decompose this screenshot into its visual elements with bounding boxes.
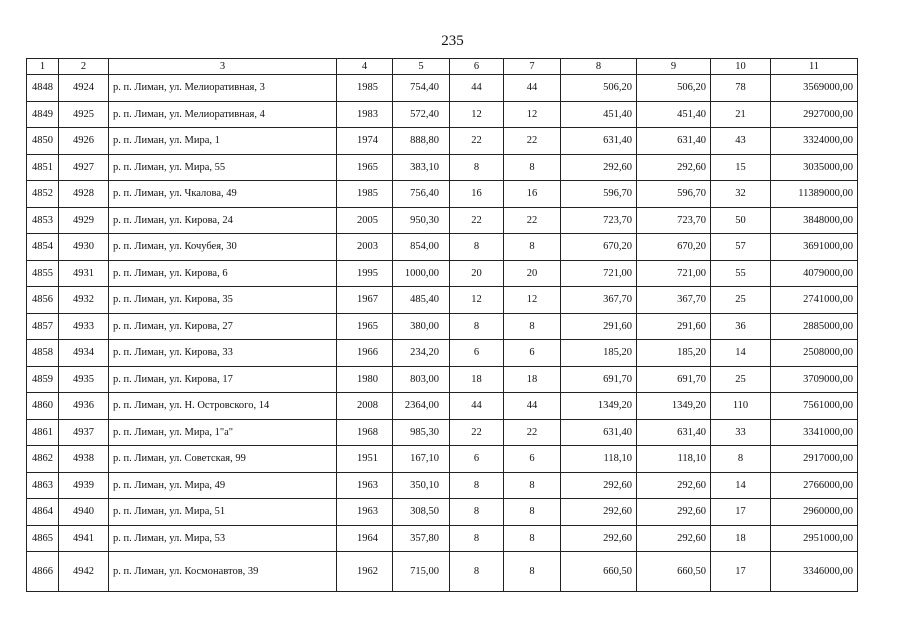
column-header: 1	[27, 59, 59, 75]
cell-address: р. п. Лиман, ул. Мира, 49	[109, 472, 337, 499]
cell-cost: 2766000,00	[771, 472, 858, 499]
cell-total-area: 383,10	[393, 154, 450, 181]
cell-residents: 18	[711, 525, 771, 552]
cell-residents: 78	[711, 75, 771, 102]
cell-record-id: 4929	[59, 207, 109, 234]
cell-cost: 7561000,00	[771, 393, 858, 420]
cell-total-area: 234,20	[393, 340, 450, 367]
cell-address: р. п. Лиман, ул. Мелиоративная, 4	[109, 101, 337, 128]
cell-residents: 57	[711, 234, 771, 261]
cell-living-area-total: 723,70	[561, 207, 637, 234]
cell-record-id: 4932	[59, 287, 109, 314]
cell-living-area-total: 1349,20	[561, 393, 637, 420]
cell-record-id: 4938	[59, 446, 109, 473]
cell-cost: 2960000,00	[771, 499, 858, 526]
cell-row-index: 4851	[27, 154, 59, 181]
cell-apartments-total: 12	[450, 101, 504, 128]
cell-apartments-total: 8	[450, 499, 504, 526]
cell-apartments-total: 22	[450, 128, 504, 155]
cell-cost: 3691000,00	[771, 234, 858, 261]
cell-row-index: 4853	[27, 207, 59, 234]
cell-year-built: 1974	[337, 128, 393, 155]
cell-record-id: 4927	[59, 154, 109, 181]
table-row	[27, 552, 858, 592]
cell-living-area: 292,60	[637, 154, 711, 181]
cell-cost: 2741000,00	[771, 287, 858, 314]
table-row	[27, 525, 858, 552]
cell-living-area-total: 292,60	[561, 525, 637, 552]
cell-total-area: 485,40	[393, 287, 450, 314]
cell-record-id: 4925	[59, 101, 109, 128]
cell-total-area: 350,10	[393, 472, 450, 499]
page-number: 235	[441, 33, 464, 49]
table-body	[27, 75, 858, 592]
table-row	[27, 128, 858, 155]
cell-living-area-total: 451,40	[561, 101, 637, 128]
cell-record-id: 4941	[59, 525, 109, 552]
table-row	[27, 234, 858, 261]
cell-apartments-total: 16	[450, 181, 504, 208]
cell-living-area: 691,70	[637, 366, 711, 393]
cell-apartments-count: 8	[504, 154, 561, 181]
cell-apartments-count: 6	[504, 446, 561, 473]
cell-living-area-total: 631,40	[561, 128, 637, 155]
cell-apartments-count: 8	[504, 552, 561, 592]
column-header: 11	[771, 59, 858, 75]
cell-row-index: 4857	[27, 313, 59, 340]
table-row	[27, 499, 858, 526]
cell-living-area: 292,60	[637, 499, 711, 526]
cell-row-index: 4863	[27, 472, 59, 499]
cell-year-built: 1985	[337, 75, 393, 102]
cell-apartments-total: 8	[450, 154, 504, 181]
cell-address: р. п. Лиман, ул. Космонавтов, 39	[109, 552, 337, 592]
cell-residents: 50	[711, 207, 771, 234]
cell-residents: 21	[711, 101, 771, 128]
table-row	[27, 154, 858, 181]
cell-apartments-total: 8	[450, 472, 504, 499]
column-header: 7	[504, 59, 561, 75]
table-row	[27, 313, 858, 340]
cell-record-id: 4936	[59, 393, 109, 420]
column-header: 9	[637, 59, 711, 75]
cell-residents: 14	[711, 472, 771, 499]
cell-year-built: 1985	[337, 181, 393, 208]
cell-residents: 33	[711, 419, 771, 446]
cell-address: р. п. Лиман, ул. Мира, 55	[109, 154, 337, 181]
cell-total-area: 888,80	[393, 128, 450, 155]
cell-record-id: 4939	[59, 472, 109, 499]
cell-apartments-total: 22	[450, 419, 504, 446]
cell-year-built: 2005	[337, 207, 393, 234]
cell-apartments-count: 8	[504, 525, 561, 552]
cell-year-built: 1967	[337, 287, 393, 314]
column-header: 4	[337, 59, 393, 75]
cell-residents: 17	[711, 499, 771, 526]
cell-apartments-count: 6	[504, 340, 561, 367]
cell-row-index: 4858	[27, 340, 59, 367]
cell-apartments-count: 8	[504, 234, 561, 261]
cell-living-area: 451,40	[637, 101, 711, 128]
cell-year-built: 1966	[337, 340, 393, 367]
cell-apartments-count: 16	[504, 181, 561, 208]
cell-address: р. п. Лиман, ул. Н. Островского, 14	[109, 393, 337, 420]
cell-apartments-count: 12	[504, 101, 561, 128]
cell-apartments-total: 8	[450, 234, 504, 261]
header-row	[27, 59, 858, 75]
cell-cost: 3341000,00	[771, 419, 858, 446]
cell-cost: 2927000,00	[771, 101, 858, 128]
cell-cost: 3035000,00	[771, 154, 858, 181]
table-row	[27, 446, 858, 473]
cell-address: р. п. Лиман, ул. Мира, 53	[109, 525, 337, 552]
cell-apartments-total: 12	[450, 287, 504, 314]
cell-living-area-total: 691,70	[561, 366, 637, 393]
cell-record-id: 4934	[59, 340, 109, 367]
cell-cost: 3709000,00	[771, 366, 858, 393]
cell-residents: 25	[711, 287, 771, 314]
cell-living-area-total: 292,60	[561, 154, 637, 181]
cell-year-built: 1980	[337, 366, 393, 393]
cell-total-area: 380,00	[393, 313, 450, 340]
cell-total-area: 572,40	[393, 101, 450, 128]
cell-year-built: 2003	[337, 234, 393, 261]
cell-living-area-total: 631,40	[561, 419, 637, 446]
cell-row-index: 4848	[27, 75, 59, 102]
table-row	[27, 366, 858, 393]
cell-record-id: 4933	[59, 313, 109, 340]
table-row	[27, 181, 858, 208]
cell-record-id: 4942	[59, 552, 109, 592]
cell-residents: 55	[711, 260, 771, 287]
cell-living-area: 1349,20	[637, 393, 711, 420]
cell-record-id: 4928	[59, 181, 109, 208]
cell-total-area: 2364,00	[393, 393, 450, 420]
table-row	[27, 207, 858, 234]
cell-residents: 32	[711, 181, 771, 208]
cell-apartments-count: 20	[504, 260, 561, 287]
cell-year-built: 1968	[337, 419, 393, 446]
cell-total-area: 715,00	[393, 552, 450, 592]
cell-residents: 17	[711, 552, 771, 592]
cell-total-area: 854,00	[393, 234, 450, 261]
cell-apartments-total: 8	[450, 552, 504, 592]
cell-living-area-total: 118,10	[561, 446, 637, 473]
cell-apartments-total: 44	[450, 393, 504, 420]
cell-year-built: 1962	[337, 552, 393, 592]
cell-living-area: 292,60	[637, 525, 711, 552]
cell-record-id: 4935	[59, 366, 109, 393]
cell-row-index: 4864	[27, 499, 59, 526]
cell-row-index: 4866	[27, 552, 59, 592]
cell-record-id: 4931	[59, 260, 109, 287]
cell-year-built: 1963	[337, 499, 393, 526]
cell-apartments-total: 8	[450, 525, 504, 552]
cell-residents: 8	[711, 446, 771, 473]
cell-address: р. п. Лиман, ул. Мелиоративная, 3	[109, 75, 337, 102]
cell-row-index: 4854	[27, 234, 59, 261]
cell-cost: 4079000,00	[771, 260, 858, 287]
cell-apartments-total: 18	[450, 366, 504, 393]
cell-row-index: 4856	[27, 287, 59, 314]
cell-cost: 3346000,00	[771, 552, 858, 592]
cell-year-built: 2008	[337, 393, 393, 420]
cell-row-index: 4852	[27, 181, 59, 208]
table-row	[27, 260, 858, 287]
cell-cost: 2917000,00	[771, 446, 858, 473]
cell-total-area: 950,30	[393, 207, 450, 234]
cell-total-area: 985,30	[393, 419, 450, 446]
cell-address: р. п. Лиман, ул. Кирова, 24	[109, 207, 337, 234]
cell-apartments-count: 44	[504, 393, 561, 420]
cell-living-area-total: 596,70	[561, 181, 637, 208]
cell-apartments-total: 8	[450, 313, 504, 340]
cell-row-index: 4850	[27, 128, 59, 155]
cell-living-area: 596,70	[637, 181, 711, 208]
table-row	[27, 419, 858, 446]
cell-apartments-count: 22	[504, 128, 561, 155]
cell-total-area: 754,40	[393, 75, 450, 102]
column-header: 3	[109, 59, 337, 75]
cell-cost: 2951000,00	[771, 525, 858, 552]
cell-living-area: 631,40	[637, 128, 711, 155]
cell-residents: 14	[711, 340, 771, 367]
column-header: 10	[711, 59, 771, 75]
cell-address: р. п. Лиман, ул. Мира, 1	[109, 128, 337, 155]
cell-total-area: 167,10	[393, 446, 450, 473]
cell-year-built: 1965	[337, 313, 393, 340]
cell-living-area-total: 292,60	[561, 499, 637, 526]
cell-living-area: 292,60	[637, 472, 711, 499]
cell-year-built: 1963	[337, 472, 393, 499]
cell-apartments-count: 44	[504, 75, 561, 102]
cell-total-area: 756,40	[393, 181, 450, 208]
cell-cost: 11389000,00	[771, 181, 858, 208]
cell-living-area: 721,00	[637, 260, 711, 287]
table-row	[27, 472, 858, 499]
cell-year-built: 1951	[337, 446, 393, 473]
cell-address: р. п. Лиман, ул. Кирова, 35	[109, 287, 337, 314]
cell-record-id: 4940	[59, 499, 109, 526]
cell-record-id: 4937	[59, 419, 109, 446]
cell-living-area: 723,70	[637, 207, 711, 234]
cell-living-area: 670,20	[637, 234, 711, 261]
cell-apartments-total: 44	[450, 75, 504, 102]
housing-registry-table	[26, 58, 858, 592]
table-row	[27, 393, 858, 420]
cell-address: р. п. Лиман, ул. Чкалова, 49	[109, 181, 337, 208]
cell-row-index: 4865	[27, 525, 59, 552]
cell-living-area: 631,40	[637, 419, 711, 446]
cell-record-id: 4930	[59, 234, 109, 261]
cell-living-area: 185,20	[637, 340, 711, 367]
column-header: 5	[393, 59, 450, 75]
cell-row-index: 4861	[27, 419, 59, 446]
cell-living-area-total: 506,20	[561, 75, 637, 102]
cell-living-area-total: 721,00	[561, 260, 637, 287]
cell-living-area-total: 670,20	[561, 234, 637, 261]
cell-residents: 15	[711, 154, 771, 181]
cell-apartments-count: 8	[504, 499, 561, 526]
table-row	[27, 75, 858, 102]
table-row	[27, 287, 858, 314]
column-header: 2	[59, 59, 109, 75]
cell-record-id: 4926	[59, 128, 109, 155]
cell-address: р. п. Лиман, ул. Кочубея, 30	[109, 234, 337, 261]
cell-living-area: 660,50	[637, 552, 711, 592]
cell-address: р. п. Лиман, ул. Кирова, 6	[109, 260, 337, 287]
cell-apartments-count: 8	[504, 313, 561, 340]
cell-total-area: 357,80	[393, 525, 450, 552]
table-row	[27, 101, 858, 128]
cell-apartments-count: 18	[504, 366, 561, 393]
cell-living-area-total: 291,60	[561, 313, 637, 340]
cell-residents: 36	[711, 313, 771, 340]
cell-row-index: 4860	[27, 393, 59, 420]
cell-row-index: 4849	[27, 101, 59, 128]
cell-record-id: 4924	[59, 75, 109, 102]
cell-address: р. п. Лиман, ул. Мира, 1"а"	[109, 419, 337, 446]
cell-living-area-total: 292,60	[561, 472, 637, 499]
cell-living-area-total: 185,20	[561, 340, 637, 367]
cell-living-area-total: 367,70	[561, 287, 637, 314]
cell-apartments-count: 22	[504, 419, 561, 446]
cell-apartments-total: 22	[450, 207, 504, 234]
cell-total-area: 803,00	[393, 366, 450, 393]
column-header: 6	[450, 59, 504, 75]
cell-apartments-count: 8	[504, 472, 561, 499]
table-row	[27, 340, 858, 367]
cell-residents: 25	[711, 366, 771, 393]
cell-row-index: 4862	[27, 446, 59, 473]
cell-row-index: 4859	[27, 366, 59, 393]
cell-address: р. п. Лиман, ул. Кирова, 17	[109, 366, 337, 393]
cell-apartments-total: 6	[450, 340, 504, 367]
cell-year-built: 1995	[337, 260, 393, 287]
cell-total-area: 308,50	[393, 499, 450, 526]
cell-year-built: 1983	[337, 101, 393, 128]
cell-row-index: 4855	[27, 260, 59, 287]
cell-year-built: 1964	[337, 525, 393, 552]
cell-address: р. п. Лиман, ул. Кирова, 33	[109, 340, 337, 367]
cell-cost: 2508000,00	[771, 340, 858, 367]
column-header: 8	[561, 59, 637, 75]
cell-apartments-total: 20	[450, 260, 504, 287]
cell-living-area: 118,10	[637, 446, 711, 473]
cell-apartments-total: 6	[450, 446, 504, 473]
cell-apartments-count: 22	[504, 207, 561, 234]
cell-residents: 110	[711, 393, 771, 420]
cell-living-area: 506,20	[637, 75, 711, 102]
cell-apartments-count: 12	[504, 287, 561, 314]
cell-residents: 43	[711, 128, 771, 155]
cell-address: р. п. Лиман, ул. Советская, 99	[109, 446, 337, 473]
cell-address: р. п. Лиман, ул. Мира, 51	[109, 499, 337, 526]
cell-cost: 3569000,00	[771, 75, 858, 102]
cell-living-area: 367,70	[637, 287, 711, 314]
cell-total-area: 1000,00	[393, 260, 450, 287]
cell-cost: 3324000,00	[771, 128, 858, 155]
cell-living-area: 291,60	[637, 313, 711, 340]
cell-address: р. п. Лиман, ул. Кирова, 27	[109, 313, 337, 340]
cell-cost: 2885000,00	[771, 313, 858, 340]
cell-year-built: 1965	[337, 154, 393, 181]
cell-cost: 3848000,00	[771, 207, 858, 234]
cell-living-area-total: 660,50	[561, 552, 637, 592]
